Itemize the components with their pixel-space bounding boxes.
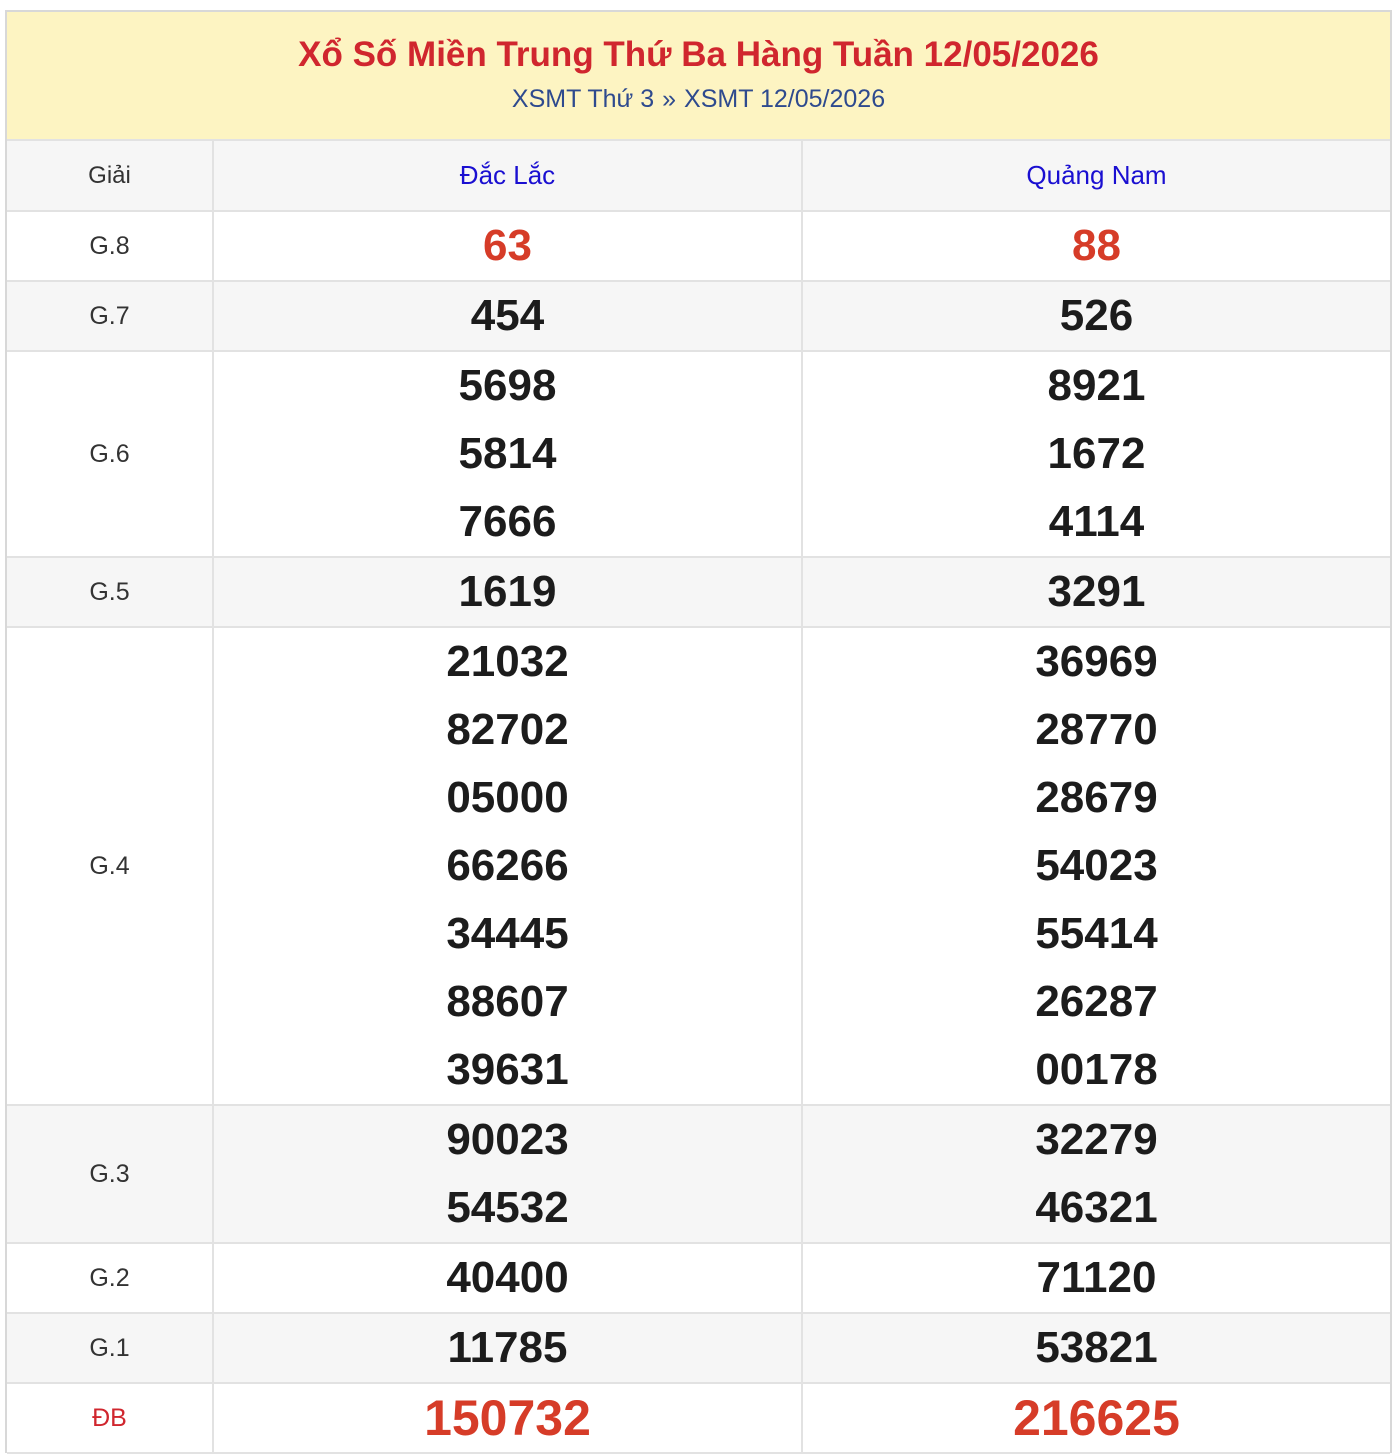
prize-number: 3291 [1047,567,1146,616]
table-row [7,211,1390,281]
results-table [7,141,1390,1454]
prize-label: ĐB [7,1383,213,1453]
prize-label: G.2 [7,1243,213,1313]
table-row [7,351,1390,557]
prize-number: 5814 [458,429,557,478]
prize-number: 88 [1072,221,1121,270]
table-row [7,627,1390,1105]
prize-cell-dac-lac [213,351,802,557]
table-row [7,1313,1390,1383]
prize-number: 55414 [1035,909,1158,958]
prize-label: G.6 [7,351,213,557]
breadcrumb-link-date[interactable]: XSMT 12/05/2026 [684,85,886,113]
prize-number: 39631 [446,1045,569,1094]
prize-label: G.1 [7,1313,213,1383]
prize-number: 150732 [424,1390,591,1446]
prize-number: 4114 [1048,497,1145,546]
breadcrumb [7,82,1390,116]
prize-cell-quang-nam [802,557,1390,627]
prize-cell-dac-lac [213,627,802,1105]
table-row [7,1105,1390,1243]
prize-cell-dac-lac [213,1243,802,1313]
prize-number: 5698 [458,361,557,410]
prize-cell-dac-lac [213,557,802,627]
prize-cell-quang-nam [802,1105,1390,1243]
prize-number: 26287 [1035,977,1158,1026]
prize-cell-quang-nam [802,1313,1390,1383]
prize-number: 1672 [1047,429,1146,478]
prize-number: 526 [1059,291,1134,340]
prize-number: 216625 [1013,1390,1180,1446]
prize-number: 46321 [1035,1183,1158,1232]
results-body [7,211,1390,1453]
prize-number: 1619 [458,567,557,616]
prize-number: 05000 [446,773,569,822]
prize-cell-quang-nam [802,351,1390,557]
prize-number: 28679 [1035,773,1158,822]
prize-cell-dac-lac [213,281,802,351]
table-row [7,1243,1390,1313]
prize-number: 28770 [1035,705,1158,754]
prize-cell-quang-nam [802,1383,1390,1453]
prize-number: 40400 [446,1253,569,1302]
prize-number: 71120 [1036,1253,1157,1302]
prize-label: G.4 [7,627,213,1105]
prize-number: 54023 [1035,841,1158,890]
prize-number: 53821 [1035,1323,1158,1372]
table-header-row [7,141,1390,211]
page-title: Xổ Số Miền Trung Thứ Ba Hàng Tuần 12/05/2026 [298,35,1099,74]
prize-cell-quang-nam [802,281,1390,351]
prize-cell-dac-lac [213,211,802,281]
breadcrumb-separator: » [662,85,677,113]
prize-number: 90023 [446,1115,569,1164]
results-panel [5,10,1392,1453]
prize-number: 82702 [446,705,569,754]
prize-number: 7666 [458,497,557,546]
prize-number: 54532 [446,1183,569,1232]
prize-cell-dac-lac [213,1383,802,1453]
prize-number: 00178 [1035,1045,1158,1094]
prize-number: 36969 [1035,637,1158,686]
prize-cell-dac-lac [213,1313,802,1383]
prize-cell-dac-lac [213,1105,802,1243]
breadcrumb-link-weekday[interactable]: XSMT Thứ 3 [511,85,655,113]
prize-number: 34445 [446,909,569,958]
prize-label: G.3 [7,1105,213,1243]
column-header-province-quang-nam[interactable]: Quảng Nam [802,141,1390,211]
prize-number: 21032 [446,637,569,686]
column-header-prize: Giải [7,141,213,211]
prize-number: 88607 [446,977,569,1026]
prize-number: 63 [483,221,532,270]
prize-number: 8921 [1047,361,1146,410]
prize-cell-quang-nam [802,1243,1390,1313]
prize-cell-quang-nam [802,211,1390,281]
prize-label: G.7 [7,281,213,351]
table-row [7,281,1390,351]
table-row [7,557,1390,627]
table-row [7,1383,1390,1453]
prize-number: 11785 [447,1323,568,1372]
prize-cell-quang-nam [802,627,1390,1105]
column-header-province-dac-lac[interactable]: Đắc Lắc [213,141,802,211]
prize-label: G.5 [7,557,213,627]
prize-number: 454 [470,291,545,340]
prize-number: 66266 [446,841,569,890]
prize-number: 32279 [1035,1115,1158,1164]
results-header [7,12,1390,141]
prize-label: G.8 [7,211,213,281]
